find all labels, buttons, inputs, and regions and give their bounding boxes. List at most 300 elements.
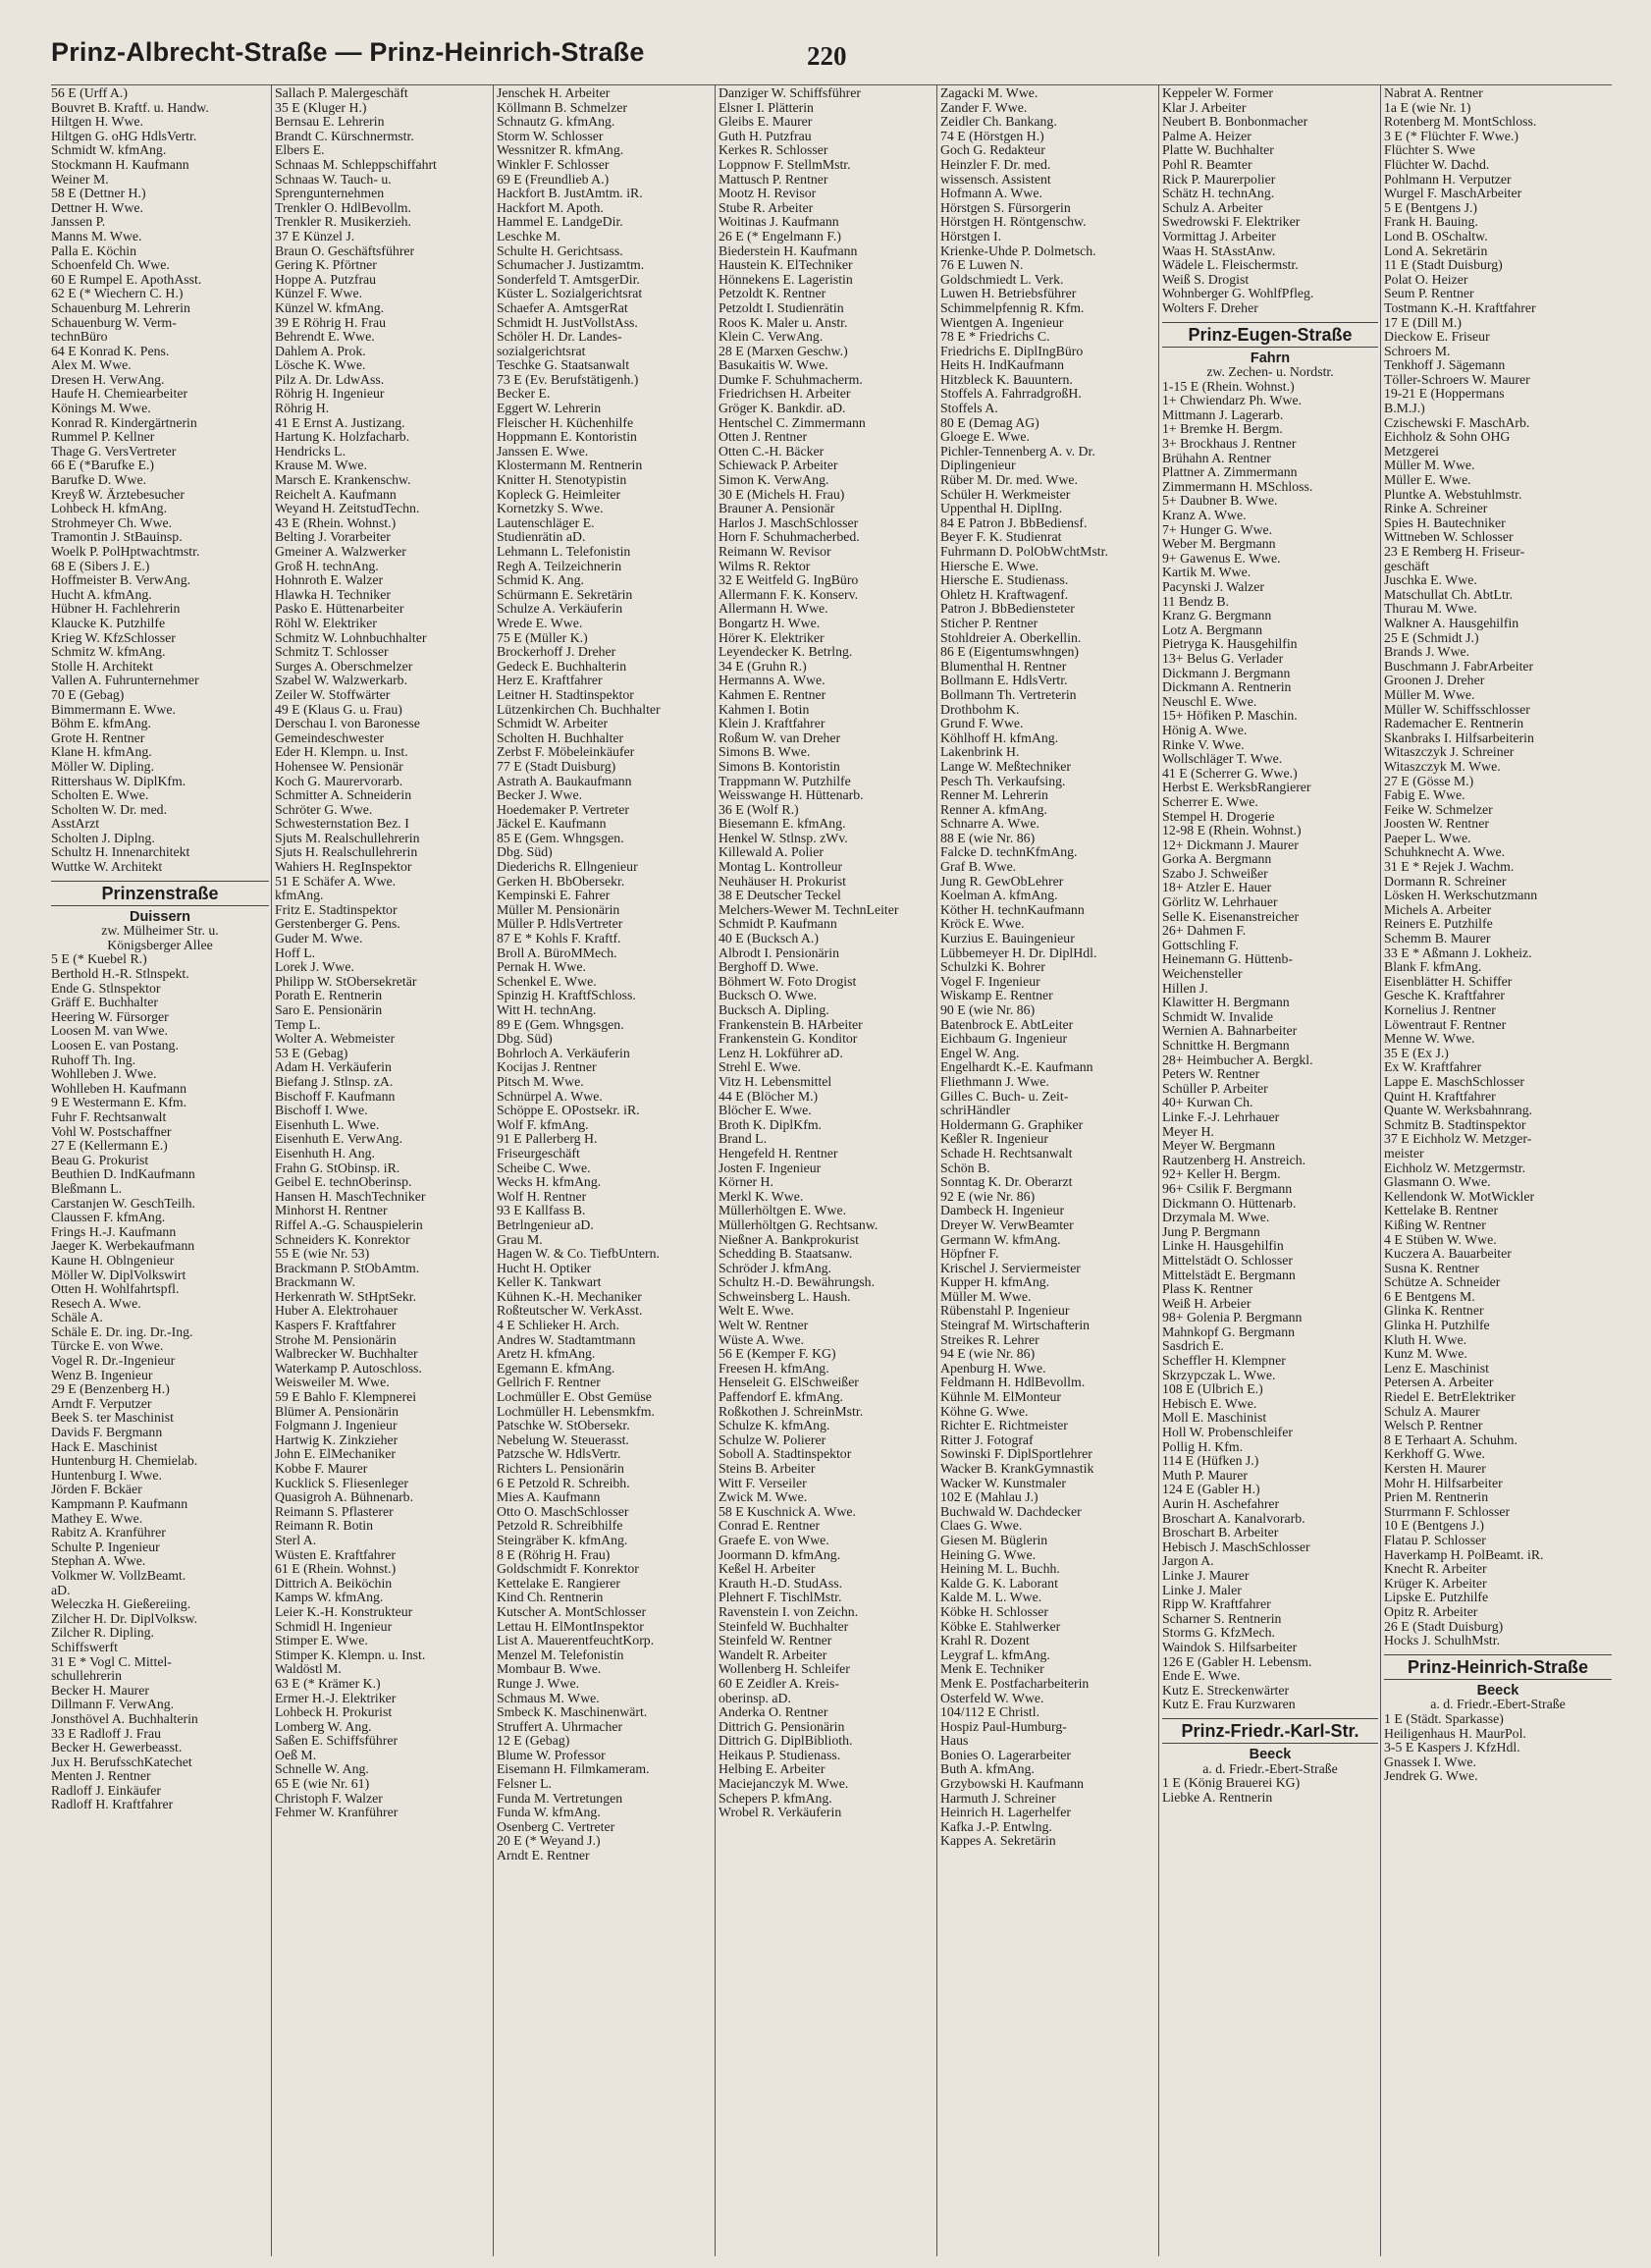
directory-entry: Zimmermann H. MSchloss.: [1162, 479, 1313, 494]
directory-entry: Jendrek G. Wwe.: [1384, 1769, 1478, 1784]
directory-entry: 87 E * Kohls F. Kraftf.: [497, 932, 621, 946]
directory-entry: 84 E Patron J. BbBediensf.: [940, 515, 1088, 530]
directory-entry: Skanbraks I. Hilfsarbeiterin: [1384, 730, 1534, 745]
directory-entry: Broth K. DiplKfm.: [719, 1117, 823, 1132]
directory-entry: Giesen M. Büglerin: [940, 1533, 1048, 1547]
directory-entry: Gesche K. Kraftfahrer: [1384, 989, 1505, 1003]
directory-entry: Hucht A. kfmAng.: [51, 587, 152, 602]
directory-entry: Hiltgen H. Wwe.: [51, 115, 144, 130]
directory-entry: Elsner I. Plätterin: [719, 100, 814, 115]
directory-entry: Müller M. Wwe.: [1384, 687, 1475, 702]
directory-entry: Lenz H. Lokführer aD.: [719, 1046, 843, 1060]
directory-entry: Keller K. Tankwart: [497, 1275, 602, 1290]
directory-entry: 89 E (Gem. Whngsgen.: [497, 1017, 624, 1032]
directory-entry: Strohe M. Pensionärin: [275, 1332, 397, 1347]
directory-entry: Wolter A. Webmeister: [275, 1032, 396, 1047]
district-note: Königsberger Allee: [107, 937, 213, 952]
directory-entry: Luwen H. Betriebsführer: [940, 287, 1077, 301]
directory-entry: Leier K.-H. Konstrukteur: [275, 1604, 413, 1619]
directory-entry: Merkl K. Wwe.: [719, 1189, 804, 1204]
directory-entry: Felsner L.: [497, 1777, 552, 1792]
directory-entry: Röhl W. Elektriker: [275, 616, 377, 630]
directory-entry: Lotz A. Bergmann: [1162, 622, 1263, 637]
directory-column-6: [1162, 86, 1378, 2256]
directory-entry: Gerken H. BbObersekr.: [497, 874, 625, 889]
directory-entry: Sjuts M. Realschullehrerin: [275, 831, 420, 845]
directory-entry: 104/112 E Christl.: [940, 1705, 1040, 1720]
directory-entry: Bischoff I. Wwe.: [275, 1104, 368, 1118]
directory-entry: Wacker W. Kunstmaler: [940, 1476, 1067, 1490]
directory-entry: Pichler-Tennenberg A. v. Dr.: [940, 444, 1095, 459]
directory-entry: Kißing W. Rentner: [1384, 1217, 1486, 1232]
directory-entry: 41 E (Scherrer G. Wwe.): [1162, 766, 1298, 781]
directory-entry: 58 E Kuschnick A. Wwe.: [719, 1504, 856, 1519]
directory-entry: 1 E (König Brauerei KG): [1162, 1776, 1301, 1791]
directory-entry: Schnelle W. Ang.: [275, 1762, 369, 1777]
district-note: zw. Zechen- u. Nordstr.: [1206, 364, 1334, 380]
directory-entry: Dittrich G. DiplBiblioth.: [719, 1734, 853, 1749]
directory-entry: Huber A. Elektrohauer: [275, 1304, 399, 1319]
directory-entry: Dahlem A. Prok.: [275, 344, 366, 358]
directory-entry: Kamps W. kfmAng.: [275, 1591, 384, 1605]
directory-entry: Müllerhöltgen E. Wwe.: [719, 1204, 847, 1218]
directory-entry: Riffel A.-G. Schauspielerin: [275, 1217, 423, 1232]
directory-entry: Hoff L.: [275, 945, 316, 960]
directory-entry: Kocijas J. Rentner: [497, 1060, 597, 1075]
directory-entry: B.M.J.): [1384, 402, 1425, 416]
directory-entry: Astrath A. Baukaufmann: [497, 774, 632, 788]
entry-list: [51, 952, 269, 1812]
directory-entry: Schroers M.: [1384, 344, 1451, 358]
directory-entry: Kaspers F. Kraftfahrer: [275, 1319, 397, 1333]
directory-entry: Mootz H. Revisor: [719, 187, 817, 201]
directory-entry: 56 E (Urff A.): [51, 86, 128, 100]
directory-entry: Kröck E. Wwe.: [940, 917, 1025, 932]
directory-entry: Schade H. Rechtsanwalt: [940, 1146, 1073, 1161]
directory-entry: Behrendt E. Wwe.: [275, 330, 375, 345]
directory-entry: Resech A. Wwe.: [51, 1296, 141, 1311]
directory-entry: Derschau I. von Baronesse: [275, 717, 420, 731]
directory-entry: Sasdrich E.: [1162, 1339, 1224, 1354]
directory-entry: Mittmann J. Lagerarb.: [1162, 407, 1284, 422]
directory-entry: Andres W. Stadtamtmann: [497, 1332, 636, 1347]
directory-entry: Pohl R. Beamter: [1162, 157, 1252, 172]
directory-entry: Albrodt I. Pensionärin: [719, 945, 840, 960]
directory-entry: 108 E (Ulbrich E.): [1162, 1382, 1263, 1397]
directory-entry: Gellrich F. Rentner: [497, 1376, 601, 1390]
directory-entry: Roßum W. van Dreher: [719, 730, 841, 745]
directory-entry: Lond A. Sekretärin: [1384, 243, 1488, 258]
directory-entry: Adam H. Verkäuferin: [275, 1060, 392, 1075]
directory-column-2: [275, 86, 491, 2256]
directory-entry: Prien M. Rentnerin: [1384, 1490, 1489, 1505]
directory-entry: Gedeck E. Buchhalterin: [497, 659, 627, 674]
directory-entry: Bollmann Th. Vertreterin: [940, 687, 1077, 702]
directory-entry: Ermer H.-J. Elektriker: [275, 1691, 397, 1705]
column-divider: [1380, 84, 1381, 2256]
street-heading: Prinz-Friedr.-Karl-Str.: [1162, 1718, 1378, 1744]
directory-entry: 76 E Luwen N.: [940, 258, 1024, 273]
directory-entry: Dbg. Süd): [497, 845, 553, 860]
directory-entry: Hörer K. Elektriker: [719, 630, 825, 645]
directory-entry: Studienrätin aD.: [497, 530, 586, 545]
directory-entry: Volkmer W. VollzBeamt.: [51, 1568, 186, 1583]
directory-entry: Belting J. Vorarbeiter: [275, 530, 391, 545]
directory-entry: Glasmann O. Wwe.: [1384, 1175, 1491, 1190]
directory-entry: Stempel H. Drogerie: [1162, 809, 1275, 824]
directory-entry: Pietryga K. Hausgehilfin: [1162, 637, 1298, 652]
directory-entry: Krüger K. Arbeiter: [1384, 1576, 1487, 1591]
directory-entry: Herbst E. WerksbRangierer: [1162, 781, 1311, 795]
directory-entry: Sticher P. Rentner: [940, 616, 1039, 630]
directory-entry: Hiersche E. Wwe.: [940, 559, 1039, 573]
directory-entry: 19-21 E (Hoppermans: [1384, 387, 1505, 402]
directory-entry: Peters W. Rentner: [1162, 1067, 1260, 1082]
directory-entry: Loppnow F. StellmMstr.: [719, 157, 851, 172]
directory-entry: Walkner A. Hausgehilfin: [1384, 616, 1519, 630]
directory-entry: Kettelake E. Rangierer: [497, 1576, 621, 1591]
directory-entry: Paeper L. Wwe.: [1384, 831, 1471, 845]
directory-entry: Loosen E. van Postang.: [51, 1039, 179, 1053]
directory-entry: Quint H. Kraftfahrer: [1384, 1089, 1496, 1104]
district-name: Beeck: [1476, 1682, 1519, 1699]
directory-entry: Menzel M. Telefonistin: [497, 1647, 624, 1662]
directory-entry: Schüler H. Werkmeister: [940, 487, 1071, 502]
directory-entry: Paffendorf E. kfmAng.: [719, 1390, 843, 1405]
directory-entry: Gmeiner A. Walzwerker: [275, 545, 406, 559]
directory-entry: Schulzki K. Bohrer: [940, 960, 1045, 975]
directory-entry: Stephan A. Wwe.: [51, 1554, 146, 1569]
directory-entry: Haustein K. ElTechniker: [719, 258, 853, 273]
directory-entry: Ohletz H. Kraftwagenf.: [940, 587, 1069, 602]
directory-entry: Braun O. Geschäftsführer: [275, 243, 415, 258]
directory-entry: Rinke A. Schreiner: [1384, 502, 1488, 516]
directory-entry: Ritter J. Fotograf: [940, 1432, 1034, 1447]
directory-entry: Hoppe A. Putzfrau: [275, 272, 377, 287]
directory-entry: meister: [1384, 1146, 1424, 1161]
directory-entry: Marsch E. Krankenschw.: [275, 473, 411, 488]
directory-entry: Osterfeld W. Wwe.: [940, 1691, 1044, 1705]
directory-entry: Herz E. Kraftfahrer: [497, 674, 603, 688]
directory-entry: Friedrichsen H. Arbeiter: [719, 387, 851, 402]
directory-entry: Schmidt W. Arbeiter: [497, 717, 609, 731]
directory-entry: Roßteutscher W. VerkAsst.: [497, 1304, 643, 1319]
directory-entry: 1 E (Städt. Sparkasse): [1384, 1711, 1504, 1726]
directory-entry: Stolle H. Architekt: [51, 659, 153, 674]
directory-entry: Frankenstein G. Konditor: [719, 1032, 858, 1047]
directory-entry: 53 E (Gebag): [275, 1046, 348, 1060]
directory-entry: Brackmann P. StObAmtm.: [275, 1261, 420, 1275]
directory-entry: geschäft: [1384, 559, 1429, 573]
directory-entry: Köllmann B. Schmelzer: [497, 100, 627, 115]
directory-entry: Klostermann M. Rentnerin: [497, 459, 643, 473]
directory-entry: Heikaus P. Studienass.: [719, 1748, 841, 1762]
directory-entry: Lautenschläger E.: [497, 515, 595, 530]
directory-entry: Jung P. Bergmann: [1162, 1224, 1260, 1239]
directory-entry: Quasigroh A. Bühnenarb.: [275, 1490, 414, 1505]
directory-entry: schullehrerin: [51, 1669, 123, 1684]
directory-entry: Kurzius E. Bauingenieur: [940, 932, 1075, 946]
directory-entry: Müller E. Wwe.: [1384, 473, 1471, 488]
directory-entry: Kempinski E. Fahrer: [497, 889, 611, 903]
directory-entry: Eisenblätter H. Schiffer: [1384, 974, 1513, 989]
directory-entry: Grzybowski H. Kaufmann: [940, 1777, 1084, 1792]
directory-entry: Schröter G. Wwe.: [275, 802, 373, 817]
directory-entry: Graf B. Wwe.: [940, 860, 1017, 875]
directory-entry: Krieg W. KfzSchlosser: [51, 630, 176, 645]
directory-entry: Juschka E. Wwe.: [1384, 573, 1477, 588]
directory-entry: Weisswange H. Hüttenarb.: [719, 788, 864, 803]
directory-entry: Leygraf L. kfmAng.: [940, 1647, 1050, 1662]
directory-entry: Kutz E. Frau Kurzwaren: [1162, 1698, 1296, 1712]
directory-entry: Eisenhuth E. VerwAng.: [275, 1132, 403, 1147]
directory-entry: 11 E (Stadt Duisburg): [1384, 258, 1503, 273]
directory-entry: Kühnle M. ElMonteur: [940, 1390, 1062, 1405]
directory-entry: Hartung K. Holzfacharb.: [275, 430, 410, 445]
directory-entry: Feldmann H. HdlBevollm.: [940, 1376, 1086, 1390]
directory-entry: Wernien A. Bahnarbeiter: [1162, 1024, 1298, 1039]
directory-entry: Liebke A. Rentnerin: [1162, 1790, 1273, 1805]
directory-entry: 98+ Golenia P. Bergmann: [1162, 1311, 1303, 1325]
directory-entry: Rotenberg M. MontSchloss.: [1384, 115, 1537, 130]
directory-entry: Dittrich G. Pensionärin: [719, 1719, 845, 1734]
directory-entry: Jargon A.: [1162, 1554, 1214, 1569]
directory-entry: Klaucke K. Putzhilfe: [51, 616, 166, 630]
directory-entry: Goldschmidt F. Konrektor: [497, 1562, 639, 1577]
directory-entry: Saro E. Pensionärin: [275, 1003, 383, 1017]
directory-entry: Kobbe F. Maurer: [275, 1462, 368, 1476]
directory-entry: Zeiler W. Stoffwärter: [275, 687, 391, 702]
directory-entry: Runge J. Wwe.: [497, 1676, 580, 1691]
directory-entry: Grote H. Rentner: [51, 730, 145, 745]
directory-entry: Eder H. Klempn. u. Inst.: [275, 745, 408, 760]
directory-entry: 28+ Heimbucher A. Bergkl.: [1162, 1053, 1313, 1067]
directory-entry: Lochmüller E. Obst Gemüse: [497, 1390, 652, 1405]
directory-entry: Weisweiler M. Wwe.: [275, 1376, 390, 1390]
directory-entry: Schmitz T. Schlosser: [275, 645, 389, 660]
directory-entry: Lehmann L. Telefonistin: [497, 545, 631, 559]
directory-entry: Stimper E. Wwe.: [275, 1634, 368, 1648]
directory-entry: Brackmann W.: [275, 1275, 355, 1290]
header-rule: [51, 84, 1612, 85]
directory-entry: 66 E (*Barufke E.): [51, 459, 154, 473]
directory-entry: Böhm E. kfmAng.: [51, 717, 151, 731]
directory-entry: Heinemann G. Hüttenb-: [1162, 952, 1293, 967]
directory-entry: 51 E Schäfer A. Wwe.: [275, 874, 397, 889]
directory-entry: Röhrig H. Ingenieur: [275, 387, 385, 402]
directory-entry: Linke F.-J. Lehrhauer: [1162, 1109, 1280, 1124]
directory-entry: Krause M. Wwe.: [275, 459, 367, 473]
directory-entry: Groonen J. Dreher: [1384, 674, 1485, 688]
directory-entry: Steinfeld W. Rentner: [719, 1634, 832, 1648]
directory-entry: 9+ Gawenus E. Wwe.: [1162, 551, 1281, 566]
directory-entry: Wollschläger T. Wwe.: [1162, 752, 1283, 767]
directory-entry: Schütze A. Schneider: [1384, 1275, 1501, 1290]
entry-list: [1162, 1776, 1378, 1805]
directory-entry: Otten J. Rentner: [719, 430, 808, 445]
directory-entry: Wiskamp E. Rentner: [940, 989, 1053, 1003]
directory-entry: Hentschel C. Zimmermann: [719, 415, 866, 430]
directory-entry: Schmid K. Ang.: [497, 573, 584, 588]
directory-entry: 90 E (wie Nr. 86): [940, 1003, 1036, 1017]
directory-entry: Kampmann P. Kaufmann: [51, 1497, 188, 1511]
directory-entry: Pasko E. Hüttenarbeiter: [275, 602, 404, 617]
directory-entry: Kalde G. K. Laborant: [940, 1576, 1058, 1591]
directory-entry: Scholten E. Wwe.: [51, 788, 149, 803]
directory-entry: 60 E Rumpel E. ApothAsst.: [51, 272, 202, 287]
directory-entry: Otto O. MaschSchlosser: [497, 1504, 629, 1519]
directory-entry: 1+ Chwiendarz Ph. Wwe.: [1162, 394, 1303, 408]
directory-entry: Kunz M. Wwe.: [1384, 1347, 1467, 1362]
directory-entry: Gottschling F.: [1162, 938, 1239, 952]
directory-entry: Swedrowski F. Elektriker: [1162, 215, 1301, 230]
directory-entry: Minhorst H. Rentner: [275, 1204, 388, 1218]
directory-entry: Lomberg W. Ang.: [275, 1719, 372, 1734]
directory-entry: Killewald A. Polier: [719, 845, 824, 860]
directory-entry: Zagacki M. Wwe.: [940, 86, 1039, 100]
directory-entry: Storms G. KfzMech.: [1162, 1626, 1275, 1641]
directory-entry: Dresen H. VerwAng.: [51, 372, 165, 387]
directory-entry: 39 E Röhrig H. Frau: [275, 315, 387, 330]
directory-entry: Pollig H. Kfm.: [1162, 1439, 1244, 1454]
directory-entry: 37 E Eichholz W. Metzger-: [1384, 1132, 1532, 1147]
directory-entry: Fuhr F. Rechtsanwalt: [51, 1109, 167, 1124]
directory-entry: Vohl W. Postschaffner: [51, 1124, 172, 1139]
directory-entry: List A. MauerentfeuchtKorp.: [497, 1634, 655, 1648]
directory-entry: Davids F. Bergmann: [51, 1426, 163, 1440]
directory-entry: Kutz E. Streckenwärter: [1162, 1683, 1290, 1698]
directory-entry: Dillmann F. VerwAng.: [51, 1698, 175, 1712]
directory-entry: Heering W. Fürsorger: [51, 1009, 169, 1024]
directory-entry: Rummel P. Kellner: [51, 430, 155, 445]
directory-entry: Matschullat Ch. AbtLtr.: [1384, 587, 1514, 602]
directory-entry: Jux H. BerufsschKatechet: [51, 1755, 192, 1769]
directory-entry: Guth H. Putzfrau: [719, 129, 812, 143]
directory-entry: Schnarre A. Wwe.: [940, 817, 1039, 832]
directory-entry: 1-15 E (Rhein. Wohnst.): [1162, 379, 1295, 394]
directory-entry: Hebisch E. Wwe.: [1162, 1396, 1257, 1411]
directory-entry: Quante W. Werksbahnrang.: [1384, 1104, 1533, 1118]
directory-entry: Künzel F. Wwe.: [275, 287, 363, 301]
directory-entry: Hohnroth E. Walzer: [275, 573, 384, 588]
directory-entry: Kettelake B. Rentner: [1384, 1204, 1499, 1218]
directory-entry: Küster L. Sozialgerichtsrat: [497, 287, 643, 301]
directory-entry: Sallach P. Malergeschäft: [275, 86, 408, 100]
entry-list: [1162, 86, 1378, 316]
directory-entry: Hönig A. Wwe.: [1162, 723, 1248, 737]
directory-entry: 43 E (Rhein. Wohnst.): [275, 515, 397, 530]
directory-entry: Kappes A. Sekretärin: [940, 1834, 1056, 1849]
directory-entry: Ende G. Stlnspektor: [51, 981, 161, 996]
directory-entry: Kucklick S. Fliesenleger: [275, 1476, 409, 1490]
directory-entry: Welsch P. Rentner: [1384, 1419, 1483, 1433]
directory-entry: Becker H. Gewerbeasst.: [51, 1741, 183, 1755]
directory-entry: Beyer F. K. Studienrat: [940, 530, 1062, 545]
directory-entry: Kahmen E. Rentner: [719, 687, 826, 702]
directory-entry: Kind Ch. Rentnerin: [497, 1591, 604, 1605]
directory-entry: Goldschmiedt L. Verk.: [940, 272, 1064, 287]
directory-entry: Fabig E. Wwe.: [1384, 788, 1465, 803]
directory-entry: Carstanjen W. GeschTeilh.: [51, 1196, 195, 1211]
directory-entry: Holl W. Probenschleifer: [1162, 1426, 1293, 1440]
directory-entry: Müller W. Schiffsschlosser: [1384, 702, 1530, 717]
directory-entry: Schenkel E. Wwe.: [497, 974, 597, 989]
directory-entry: Möller W. Dipling.: [51, 759, 155, 774]
directory-entry: wissensch. Assistent: [940, 172, 1051, 187]
directory-entry: Soboll A. Stadtinspektor: [719, 1447, 852, 1462]
directory-entry: Diederichs R. Ellngenieur: [497, 860, 638, 875]
directory-entry: Spies H. Bautechniker: [1384, 515, 1506, 530]
directory-entry: Czischewski F. MaschArb.: [1384, 415, 1530, 430]
directory-entry: Engel W. Ang.: [940, 1046, 1020, 1060]
directory-entry: Kornelius J. Rentner: [1384, 1003, 1496, 1017]
directory-entry: Eisenhuth H. Ang.: [275, 1146, 375, 1161]
directory-entry: 5 E (* Kuebel R.): [51, 952, 147, 967]
directory-entry: Scholten W. Dr. med.: [51, 802, 168, 817]
directory-entry: Kartik M. Wwe.: [1162, 566, 1252, 580]
directory-entry: Lübbemeyer H. Dr. DiplHdl.: [940, 945, 1097, 960]
directory-entry: Heiligenhaus H. MaurPol.: [1384, 1726, 1526, 1741]
directory-entry: Scherrer E. Wwe.: [1162, 794, 1258, 809]
directory-entry: 34 E (Gruhn R.): [719, 659, 807, 674]
directory-entry: 5+ Daubner B. Wwe.: [1162, 494, 1278, 509]
column-divider: [1158, 84, 1159, 2256]
directory-entry: Berghoff D. Wwe.: [719, 960, 819, 975]
directory-entry: Schön B.: [940, 1161, 990, 1175]
directory-entry: Richters L. Pensionärin: [497, 1462, 624, 1476]
directory-entry: Scholten H. Buchhalter: [497, 730, 624, 745]
directory-entry: Ravenstein I. von Zeichn.: [719, 1604, 859, 1619]
directory-entry: 61 E (Rhein. Wohnst.): [275, 1562, 397, 1577]
directory-entry: Schneiders K. Konrektor: [275, 1232, 410, 1247]
directory-entry: Flatau P. Schlosser: [1384, 1533, 1486, 1547]
directory-entry: Michels A. Arbeiter: [1384, 902, 1492, 917]
directory-column-7: [1384, 86, 1612, 2256]
directory-entry: Knecht R. Arbeiter: [1384, 1562, 1487, 1577]
directory-entry: Krienke-Uhde P. Dolmetsch.: [940, 243, 1096, 258]
directory-entry: sozialgerichtsrat: [497, 344, 586, 358]
directory-entry: Leschke M.: [497, 229, 561, 243]
directory-entry: Keppeler W. Former: [1162, 86, 1274, 100]
directory-entry: 64 E Konrad K. Pens.: [51, 344, 170, 358]
directory-entry: Drzymala M. Wwe.: [1162, 1211, 1270, 1225]
directory-entry: Eisenhuth L. Wwe.: [275, 1117, 380, 1132]
directory-entry: Zerbst F. Möbeleinkäufer: [497, 745, 635, 760]
directory-entry: Kellendonk W. MotWickler: [1384, 1189, 1535, 1204]
directory-entry: Groß H. technAng.: [275, 559, 379, 573]
directory-column-5: [940, 86, 1156, 2256]
directory-entry: Alex M. Wwe.: [51, 358, 132, 373]
directory-entry: Fuhrmann D. PolObWchtMstr.: [940, 545, 1108, 559]
directory-entry: Heining G. Wwe.: [940, 1547, 1037, 1562]
directory-entry: Waldöstl M.: [275, 1662, 342, 1677]
directory-entry: Hebisch J. MaschSchlosser: [1162, 1539, 1310, 1554]
directory-entry: Schmitz W. kfmAng.: [51, 645, 166, 660]
directory-entry: Bleßmann L.: [51, 1181, 123, 1196]
directory-column-1: [51, 86, 269, 2256]
directory-entry: Roos K. Maler u. Anstr.: [719, 315, 848, 330]
directory-entry: 40 E (Bucksch A.): [719, 932, 819, 946]
directory-entry: Pesch Th. Verkaufsing.: [940, 774, 1066, 788]
directory-entry: Stockmann H. Kaufmann: [51, 157, 189, 172]
directory-entry: Reiners E. Putzhilfe: [1384, 917, 1493, 932]
directory-entry: Dittrich A. Beiköchin: [275, 1576, 393, 1591]
directory-entry: Woelk P. PolHptwachtmstr.: [51, 545, 200, 559]
directory-entry: Reichelt A. Kaufmann: [275, 487, 397, 502]
directory-entry: Tenkhoff J. Sägemann: [1384, 358, 1506, 373]
directory-entry: Henseleit G. ElSchweißer: [719, 1376, 859, 1390]
directory-entry: Flüchter S. Wwe: [1384, 143, 1475, 158]
